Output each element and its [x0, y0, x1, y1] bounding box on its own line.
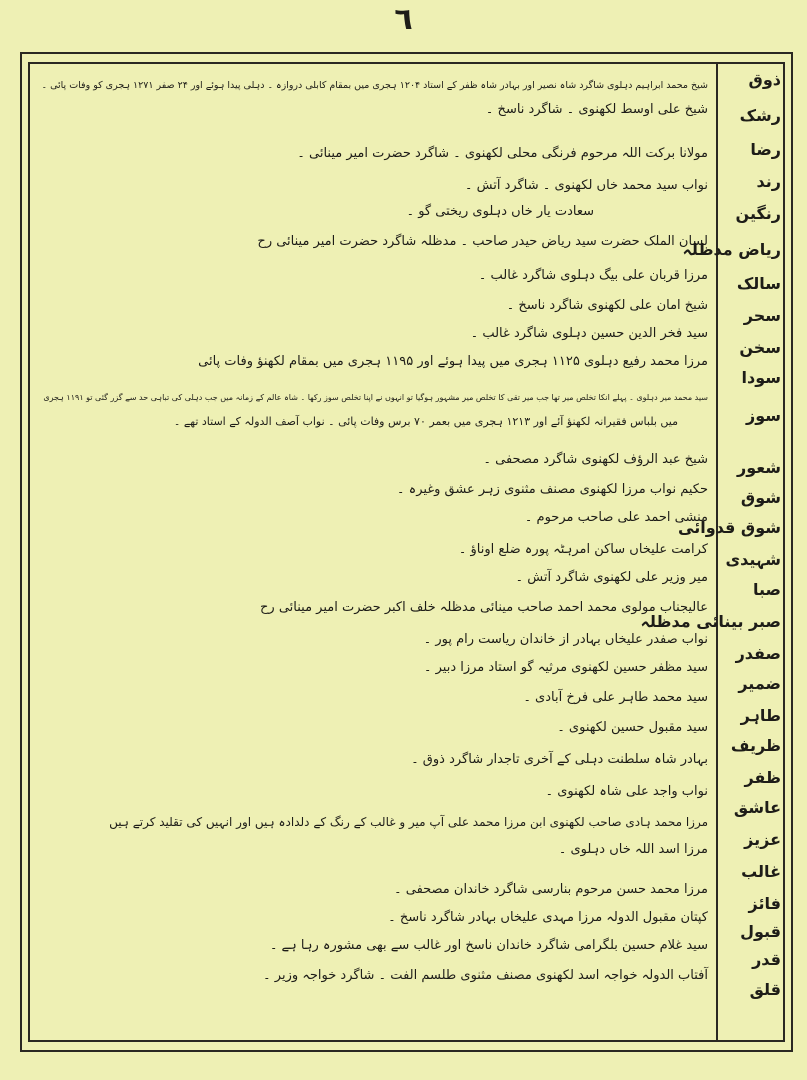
pen-name: صبا	[753, 580, 781, 599]
pen-name: رشک	[739, 106, 781, 125]
pen-name: ریاض مدظلہ	[682, 240, 781, 259]
pen-name: فائز	[748, 894, 781, 913]
poet-entry: کرامت علیخاں ساکن امرہٹہ پورہ ضلع اوناؤ ۔	[458, 542, 708, 557]
poet-entry: منشی احمد علی صاحب مرحوم ۔	[524, 510, 708, 525]
poet-entry: مرزا محمد ہادی صاحب لکھنوی ابن مرزا محمد علی آپ میر و غالب کے رنگ کے دلدادہ ہیں اور انہیں کی تقلید کرتے ہیں	[109, 815, 708, 829]
pen-name: رضا	[750, 140, 781, 159]
pen-name: عاشق	[733, 798, 781, 817]
pen-name: صفدر	[735, 644, 781, 663]
poet-entry: عالیجناب مولوی محمد احمد صاحب مینائی مدظلہ خلف اکبر حضرت امیر مینائی رح	[260, 600, 708, 615]
poet-entry: آفتاب الدولہ خواجہ اسد لکھنوی مصنف مثنوی طلسم الفت ۔ شاگرد خواجہ وزیر ۔	[263, 968, 708, 983]
poet-entry: سید مظفر حسین لکھنوی مرثیہ گو استاد مرزا دبیر ۔	[423, 660, 708, 675]
pen-name: رند	[756, 172, 781, 191]
poet-entry: حکیم نواب مرزا لکھنوی مصنف مثنوی زہر عشق وغیرہ ۔	[396, 482, 708, 497]
poet-entry: سید محمد طاہر علی فرخ آبادی ۔	[523, 690, 708, 705]
poet-entry: سید محمد میر دہلوی ۔ پہلے انکا تخلص میر تھا جب میر تقی کا تخلص میر مشہور ہوگیا تو انہوں نے اپنا تخلص سوز رکھا ۔ شاہ عالم کے زمانہ میں جب دہلی کی تباہی حد سے گزر گئی تو ۱۱۹۱ ہجری	[43, 393, 708, 402]
poet-entry: نواب صفدر علیخاں بہادر از خاندان ریاست رام پور ۔	[423, 632, 708, 647]
pen-names-column	[640, 62, 785, 1042]
pen-name: ظفر	[744, 768, 781, 787]
poet-entry: کپتان مقبول الدولہ مرزا مہدی علیخاں بہادر شاگرد ناسخ ۔	[388, 910, 708, 925]
poet-entry: مرزا محمد رفیع دہلوی ۱۱۲۵ ہجری میں پیدا ہوئے اور ۱۱۹۵ ہجری میں بمقام لکھنؤ وفات پائی	[198, 354, 708, 369]
pen-name: ضمیر	[738, 674, 781, 693]
poet-entry: میر وزیر علی لکھنوی شاگرد آتش ۔	[515, 570, 708, 585]
poet-entry: مرزا قربان علی بیگ دہلوی شاگرد غالب ۔	[478, 268, 708, 283]
poet-entry: نواب سید محمد خاں لکھنوی ۔ شاگرد آتش ۔	[464, 178, 708, 193]
poet-entry: میں بلباس فقیرانہ لکھنؤ آئے اور ۱۲۱۳ ہجری میں بعمر ۷۰ برس وفات پائی ۔ نواب آصف الدولہ کے استاد تھے ۔	[173, 415, 678, 428]
pen-name: شوق قدوائی	[678, 518, 781, 537]
pen-name: قلق	[749, 980, 781, 999]
poet-entry: شیخ محمد ابراہیم دہلوی شاگرد شاہ نصیر اور بہادر شاہ ظفر کے استاد ۱۲۰۴ ہجری میں بمقام کابلی دروازہ ۔ دہلی پیدا ہوئے اور ۲۴ صفر ۱۲۷۱ ہجری کو وفات پائی ۔	[41, 80, 708, 91]
poet-entry: مولانا برکت اللہ مرحوم فرنگی محلی لکھنوی ۔ شاگرد حضرت امیر مینائی ۔	[297, 146, 708, 161]
pen-name: سحر	[743, 306, 781, 325]
poet-entry: شیخ امان علی لکھنوی شاگرد ناسخ ۔	[506, 298, 708, 313]
poet-entry: سعادت یار خاں دہلوی ریختی گو ۔	[406, 204, 594, 219]
pen-name: طاہر	[740, 706, 781, 725]
pen-name: سخن	[739, 338, 781, 357]
pen-name: غالب	[741, 862, 781, 881]
poet-entry: سید غلام حسین بلگرامی شاگرد خاندان ناسخ اور غالب سے بھی مشورہ رہا ہے ۔	[269, 938, 708, 953]
poet-entry: بہادر شاہ سلطنت دہلی کے آخری تاجدار شاگرد ذوق ۔	[411, 752, 708, 767]
poet-entry: مرزا اسد اللہ خاں دہلوی ۔	[558, 842, 708, 857]
pen-name: سوز	[746, 406, 781, 425]
pen-name: صبر بینائی مدظلہ	[640, 612, 781, 631]
poet-entry: نواب واجد علی شاہ لکھنوی ۔	[545, 784, 708, 799]
pen-name: قدر	[752, 950, 781, 969]
pen-name: ذوق	[748, 70, 781, 89]
pen-name: شوق	[740, 488, 781, 507]
poet-entry: سید مقبول حسین لکھنوی ۔	[557, 720, 708, 735]
poet-entries-column	[30, 62, 714, 1042]
poet-entry: شیخ عبد الرؤف لکھنوی شاگرد مصحفی ۔	[483, 452, 708, 467]
poet-entry: مرزا محمد حسن مرحوم بنارسی شاگرد خاندان مصحفی ۔	[393, 882, 708, 897]
pen-name: سودا	[741, 368, 781, 387]
poet-entry: لسان الملک حضرت سید ریاض حیدر صاحب ۔ مدظلہ شاگرد حضرت امیر مینائی رح	[257, 234, 708, 249]
column-divider	[716, 62, 718, 1042]
pen-name: رنگین	[735, 204, 781, 223]
pen-name: شہیدی	[725, 550, 781, 569]
pen-name: شعور	[736, 458, 781, 477]
poet-entry: شیخ علی اوسط لکھنوی ۔ شاگرد ناسخ ۔	[485, 102, 708, 117]
page-number: ٦	[394, 2, 413, 37]
pen-name: ظریف	[730, 736, 781, 755]
pen-name: قبول	[740, 922, 781, 941]
pen-name: سالک	[736, 274, 781, 293]
pen-name: عزیز	[744, 830, 781, 849]
poet-entry: سید فخر الدین حسین دہلوی شاگرد غالب ۔	[470, 326, 708, 341]
